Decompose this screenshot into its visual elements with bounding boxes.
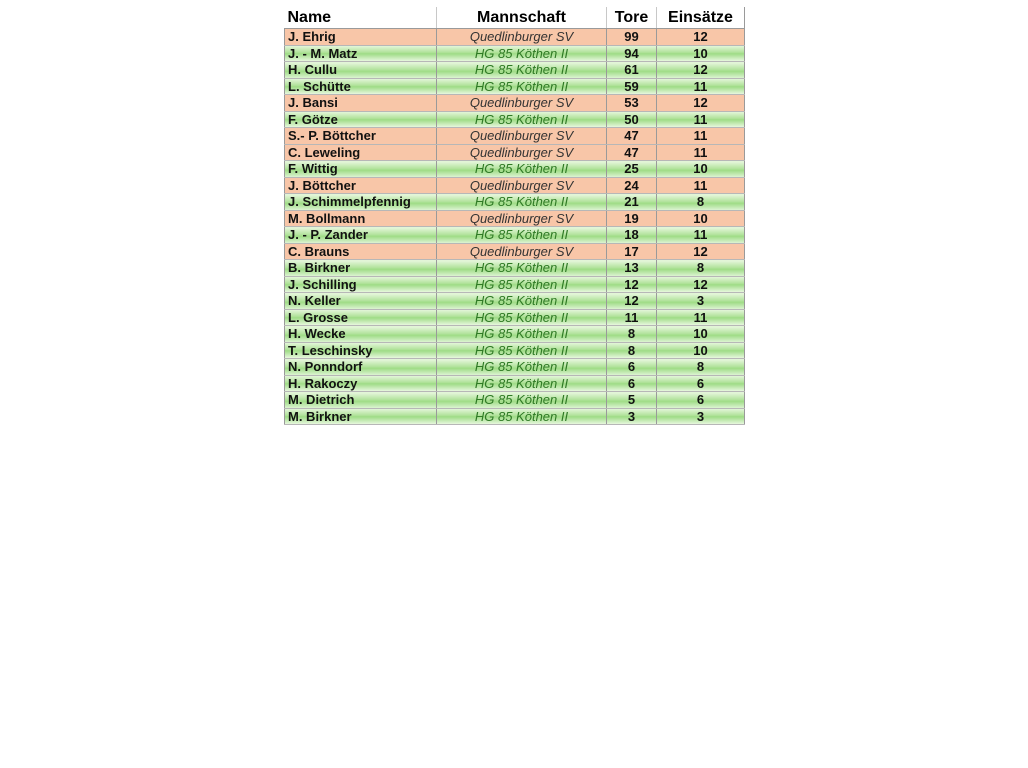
goals-cell: 13 bbox=[607, 260, 657, 277]
player-name-cell: S.- P. Böttcher bbox=[285, 128, 437, 145]
table-row bbox=[285, 177, 745, 194]
appearances-cell: 6 bbox=[657, 375, 745, 392]
appearances-cell: 8 bbox=[657, 359, 745, 376]
team-cell: HG 85 Köthen II bbox=[437, 45, 607, 62]
player-name-cell: C. Leweling bbox=[285, 144, 437, 161]
header-team: Mannschaft bbox=[437, 7, 607, 29]
table-row bbox=[285, 128, 745, 145]
table-row bbox=[285, 359, 745, 376]
table-row bbox=[285, 111, 745, 128]
goals-cell: 8 bbox=[607, 342, 657, 359]
goals-cell: 18 bbox=[607, 227, 657, 244]
table-row bbox=[285, 144, 745, 161]
team-cell: Quedlinburger SV bbox=[437, 210, 607, 227]
appearances-cell: 6 bbox=[657, 392, 745, 409]
team-cell: HG 85 Köthen II bbox=[437, 326, 607, 343]
appearances-cell: 8 bbox=[657, 260, 745, 277]
appearances-cell: 11 bbox=[657, 309, 745, 326]
goals-cell: 24 bbox=[607, 177, 657, 194]
goals-cell: 50 bbox=[607, 111, 657, 128]
table-row bbox=[285, 194, 745, 211]
goals-cell: 59 bbox=[607, 78, 657, 95]
table-row bbox=[285, 161, 745, 178]
player-name-cell: L. Schütte bbox=[285, 78, 437, 95]
appearances-cell: 11 bbox=[657, 78, 745, 95]
appearances-cell: 10 bbox=[657, 342, 745, 359]
appearances-cell: 10 bbox=[657, 45, 745, 62]
team-cell: HG 85 Köthen II bbox=[437, 293, 607, 310]
team-cell: Quedlinburger SV bbox=[437, 128, 607, 145]
appearances-cell: 11 bbox=[657, 128, 745, 145]
appearances-cell: 10 bbox=[657, 326, 745, 343]
player-name-cell: N. Ponndorf bbox=[285, 359, 437, 376]
appearances-cell: 10 bbox=[657, 210, 745, 227]
goals-cell: 47 bbox=[607, 144, 657, 161]
appearances-cell: 12 bbox=[657, 276, 745, 293]
table-row bbox=[285, 243, 745, 260]
appearances-cell: 11 bbox=[657, 227, 745, 244]
table-row bbox=[285, 78, 745, 95]
team-cell: HG 85 Köthen II bbox=[437, 194, 607, 211]
goals-cell: 8 bbox=[607, 326, 657, 343]
team-cell: Quedlinburger SV bbox=[437, 95, 607, 112]
team-cell: Quedlinburger SV bbox=[437, 177, 607, 194]
table-row bbox=[285, 408, 745, 425]
appearances-cell: 11 bbox=[657, 177, 745, 194]
player-name-cell: N. Keller bbox=[285, 293, 437, 310]
team-cell: HG 85 Köthen II bbox=[437, 62, 607, 79]
team-cell: HG 85 Köthen II bbox=[437, 260, 607, 277]
table-row bbox=[285, 375, 745, 392]
team-cell: HG 85 Köthen II bbox=[437, 342, 607, 359]
table-row bbox=[285, 276, 745, 293]
player-name-cell: J. - P. Zander bbox=[285, 227, 437, 244]
table-row bbox=[285, 45, 745, 62]
table-body bbox=[285, 29, 745, 425]
appearances-cell: 11 bbox=[657, 111, 745, 128]
player-name-cell: J. Schimmelpfennig bbox=[285, 194, 437, 211]
player-name-cell: H. Rakoczy bbox=[285, 375, 437, 392]
goals-cell: 53 bbox=[607, 95, 657, 112]
goals-cell: 3 bbox=[607, 408, 657, 425]
table-row bbox=[285, 326, 745, 343]
table-row bbox=[285, 309, 745, 326]
goals-cell: 47 bbox=[607, 128, 657, 145]
team-cell: HG 85 Köthen II bbox=[437, 161, 607, 178]
goals-cell: 25 bbox=[607, 161, 657, 178]
goals-cell: 6 bbox=[607, 359, 657, 376]
team-cell: HG 85 Köthen II bbox=[437, 78, 607, 95]
player-name-cell: M. Bollmann bbox=[285, 210, 437, 227]
player-name-cell: B. Birkner bbox=[285, 260, 437, 277]
appearances-cell: 11 bbox=[657, 144, 745, 161]
scorers-sheet bbox=[284, 7, 744, 425]
team-cell: HG 85 Köthen II bbox=[437, 227, 607, 244]
team-cell: HG 85 Köthen II bbox=[437, 408, 607, 425]
table-row bbox=[285, 260, 745, 277]
appearances-cell: 3 bbox=[657, 293, 745, 310]
player-name-cell: J. Ehrig bbox=[285, 29, 437, 46]
player-name-cell: H. Cullu bbox=[285, 62, 437, 79]
table-row bbox=[285, 62, 745, 79]
table-row bbox=[285, 29, 745, 46]
goals-cell: 61 bbox=[607, 62, 657, 79]
team-cell: HG 85 Köthen II bbox=[437, 309, 607, 326]
team-cell: Quedlinburger SV bbox=[437, 243, 607, 260]
goals-cell: 19 bbox=[607, 210, 657, 227]
appearances-cell: 12 bbox=[657, 243, 745, 260]
header-row bbox=[285, 7, 745, 29]
table-row bbox=[285, 342, 745, 359]
player-name-cell: M. Birkner bbox=[285, 408, 437, 425]
appearances-cell: 10 bbox=[657, 161, 745, 178]
team-cell: Quedlinburger SV bbox=[437, 29, 607, 46]
table-row bbox=[285, 293, 745, 310]
appearances-cell: 8 bbox=[657, 194, 745, 211]
goals-cell: 94 bbox=[607, 45, 657, 62]
team-cell: HG 85 Köthen II bbox=[437, 276, 607, 293]
appearances-cell: 12 bbox=[657, 29, 745, 46]
goals-cell: 21 bbox=[607, 194, 657, 211]
header-name: Name bbox=[285, 7, 437, 29]
appearances-cell: 12 bbox=[657, 62, 745, 79]
header-apps: Einsätze bbox=[657, 7, 745, 29]
player-name-cell: J. Böttcher bbox=[285, 177, 437, 194]
player-name-cell: J. Bansi bbox=[285, 95, 437, 112]
table-row bbox=[285, 95, 745, 112]
appearances-cell: 3 bbox=[657, 408, 745, 425]
goals-cell: 6 bbox=[607, 375, 657, 392]
team-cell: HG 85 Köthen II bbox=[437, 111, 607, 128]
goals-cell: 99 bbox=[607, 29, 657, 46]
team-cell: Quedlinburger SV bbox=[437, 144, 607, 161]
goals-cell: 11 bbox=[607, 309, 657, 326]
player-name-cell: F. Götze bbox=[285, 111, 437, 128]
team-cell: HG 85 Köthen II bbox=[437, 392, 607, 409]
team-cell: HG 85 Köthen II bbox=[437, 359, 607, 376]
player-name-cell: C. Brauns bbox=[285, 243, 437, 260]
appearances-cell: 12 bbox=[657, 95, 745, 112]
player-name-cell: F. Wittig bbox=[285, 161, 437, 178]
player-name-cell: J. Schilling bbox=[285, 276, 437, 293]
goals-cell: 12 bbox=[607, 276, 657, 293]
goals-cell: 17 bbox=[607, 243, 657, 260]
table-row bbox=[285, 210, 745, 227]
player-name-cell: H. Wecke bbox=[285, 326, 437, 343]
table-row bbox=[285, 227, 745, 244]
team-cell: HG 85 Köthen II bbox=[437, 375, 607, 392]
player-name-cell: T. Leschinsky bbox=[285, 342, 437, 359]
header-goals: Tore bbox=[607, 7, 657, 29]
goals-cell: 5 bbox=[607, 392, 657, 409]
player-name-cell: L. Grosse bbox=[285, 309, 437, 326]
table-row bbox=[285, 392, 745, 409]
player-name-cell: J. - M. Matz bbox=[285, 45, 437, 62]
player-name-cell: M. Dietrich bbox=[285, 392, 437, 409]
scorers-table bbox=[284, 7, 745, 425]
goals-cell: 12 bbox=[607, 293, 657, 310]
